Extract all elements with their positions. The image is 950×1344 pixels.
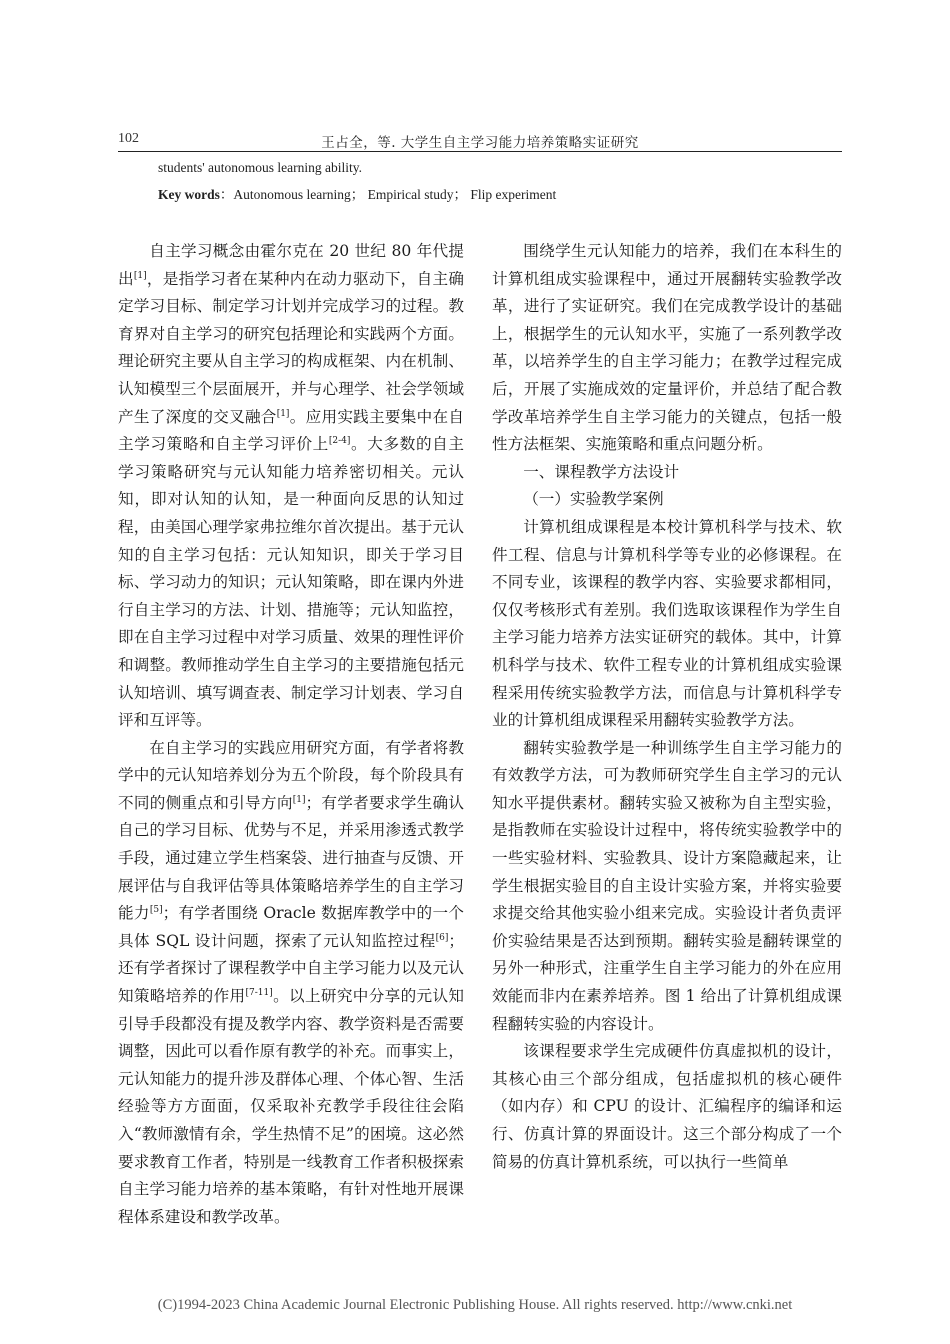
citation: [1] <box>276 408 290 419</box>
text-run: ；有学者要求学生确认自己的学习目标、优势与不足，并采用渗透式教学手段，通过建立学生档案袋、进行抽查与反馈、开展评估与自我评估等具体策略培养学生的自主学习能力 <box>118 793 464 923</box>
keywords-label: Key words <box>158 187 220 202</box>
left-column <box>118 238 464 1231</box>
running-title: 王占全，等. 大学生自主学习能力培养策略实证研究 <box>321 135 639 151</box>
body-paragraph: 该课程要求学生完成硬件仿真虚拟机的设计，其核心由三个部分组成，包括虚拟机的核心硬件（如内存）和 CPU 的设计、汇编程序的编译和运行、仿真计算的界面设计。这三个部分构成了一个简易的仿真计算机系统，可以执行一些简单 <box>492 1042 842 1171</box>
text-run: 。大多数的自主学习策略研究与元认知能力培养密切相关。元认知，即对认知的认知，是一种面向反思的认知过程，由美国心理学家弗拉维尔首次提出。基于元认知的自主学习包括：元认知知识，即关于学习目标、学习动力的知识；元认知策略，即在课内外进行自主学习的方法、计划、措施等；元认知监控，即在自主学习过程中对学习质量、效果的理性评价和调整。教师推动学生自主学习的主要措施包括元认知培训、填写调查表、制定学习计划表、学习自评和互评等。 <box>118 435 464 730</box>
citation: [5] <box>149 905 163 916</box>
subsection-heading: （一）实验教学案例 <box>523 490 664 509</box>
keywords-separator: ： <box>219 187 234 202</box>
text-run: 自主学习概念由霍尔克在 20 世纪 80 年代提出 <box>118 242 464 288</box>
citation: [6] <box>435 932 449 943</box>
citation: [7-11] <box>245 988 273 999</box>
text-run: ；还有学者探讨了课程教学中自主学习能力以及元认知策略培养的作用 <box>118 931 464 1006</box>
keywords <box>158 183 556 203</box>
running-header <box>118 131 842 152</box>
text-run: 。应用实践主要集中在自主学习策略和自主学习评价上 <box>118 407 464 454</box>
abstract-tail: students' autonomous learning ability. <box>158 160 363 175</box>
right-column <box>492 238 842 1176</box>
keywords-text: Autonomous learning； Empirical study； Flip experiment <box>233 187 557 202</box>
body-paragraph <box>118 735 464 1232</box>
body-paragraph: 围绕学生元认知能力的培养，我们在本科生的计算机组成实验课程中，通过开展翻转实验教学改革，进行了实证研究。我们在完成教学设计的基础上，根据学生的元认知水平，实施了一系列教学改革，以培养学生的自主学习能力；在教学过程完成后，开展了实施成效的定量评价，并总结了配合教学改革培养学生自主学习能力的关键点，包括一般性方法框架、实施策略和重点问题分析。 <box>492 242 842 454</box>
citation: [1] <box>292 794 306 805</box>
citation: [1] <box>133 270 147 281</box>
text-run: ；有学者围绕 Oracle 数据库教学中的一个具体 SQL 设计问题，探索了元认知监控过程 <box>118 904 464 950</box>
section-heading: 一、课程教学方法设计 <box>523 462 680 481</box>
body-paragraph <box>118 238 464 735</box>
citation: [2-4] <box>328 436 351 447</box>
text-run: ，是指学习者在某种内在动力驱动下，自主确定学习目标、制定学习计划并完成学习的过程。教育界对自主学习的研究包括理论和实践两个方面。理论研究主要从自主学习的构成框架、内在机制、认知模型三个层面展开，并与心理学、社会学领域产生了深度的交叉融合 <box>118 269 464 426</box>
body-paragraph: 翻转实验教学是一种训练学生自主学习能力的有效教学方法，可为教师研究学生自主学习的元认知水平提供素材。翻转实验又被称为自主型实验，是指教师在实验设计过程中，将传统实验教学中的一些实验材料、实验教具、设计方案隐藏起来，让学生根据实验目的自主设计实验方案，并将实验要求提交给其他实验小组来完成。实验设计者负责评价实验结果是否达到预期。翻转实验是翻转课堂的另外一种形式，注重学生自主学习能力的外在应用效能而非内在素养培养。图 1 给出了计算机组成课程翻转实验的内容设计。 <box>492 738 842 1033</box>
page-number: 102 <box>118 131 139 146</box>
text-run: 在自主学习的实践应用研究方面，有学者将教学中的元认知培养划分为五个阶段，每个阶段具有不同的侧重点和引导方向 <box>118 738 464 812</box>
body-paragraph: 计算机组成课程是本校计算机科学与技术、软件工程、信息与计算机科学等专业的必修课程。在不同专业，该课程的教学内容、实验要求都相同，仅仅考核形式有差别。我们选取该课程作为学生自主学习能力培养方法实证研究的载体。其中，计算机科学与技术、软件工程专业的计算机组成实验课程采用传统实验教学方法，而信息与计算机科学专业的计算机组成课程采用翻转实验教学方法。 <box>492 517 842 730</box>
text-run: 。以上研究中分享的元认知引导手段都没有提及教学内容、教学资料是否需要调整，因此可以看作原有教学的补充。而事实上，元认知能力的提升涉及群体心理、个体心智、生活经验等方方面面，仅采取补充教学手段往往会陷入“教师激情有余，学生热情不足”的困境。这必然要求教育工作者，特别是一线教育工作者积极探索自主学习能力培养的基本策略，有针对性地开展课程体系建设和教学改革。 <box>118 987 464 1226</box>
copyright-footer: (C)1994-2023 China Academic Journal Electronic Publishing House. All rights reserved. http://www.cnki.net <box>157 1297 793 1313</box>
